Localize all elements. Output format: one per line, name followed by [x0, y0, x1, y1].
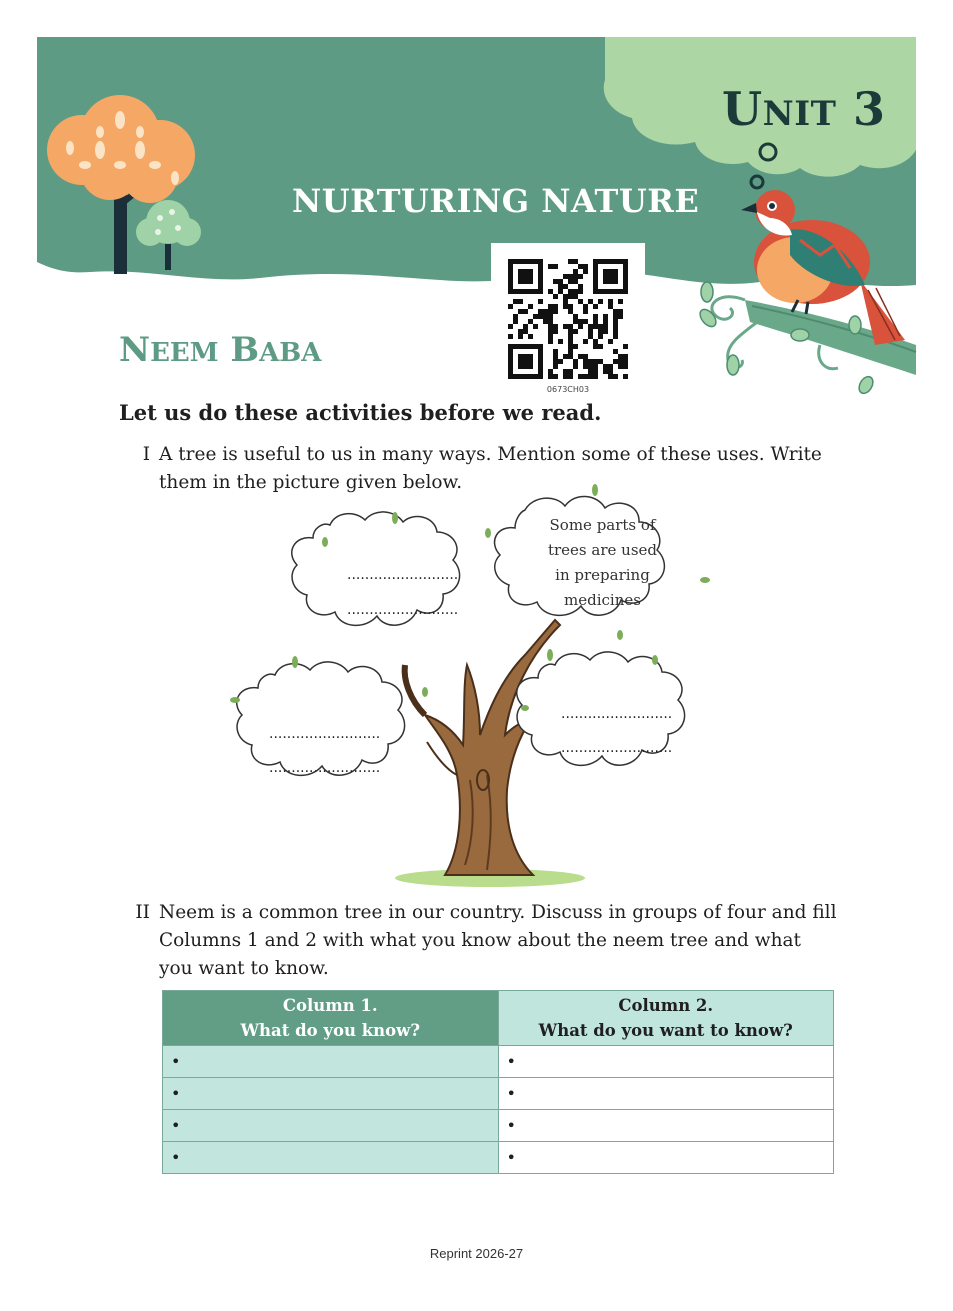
- task-two-number: II: [135, 902, 150, 923]
- table-row: [163, 1078, 834, 1110]
- qr-code-box[interactable]: [491, 243, 645, 397]
- blank-line[interactable]: .........................: [269, 760, 381, 776]
- task-one-text: A tree is useful to us in many ways. Mention some of these uses. Write them in the picture given below.: [159, 444, 822, 493]
- blank-line[interactable]: .........................: [269, 726, 381, 742]
- column-two-header: [498, 991, 834, 1046]
- lesson-title-aba: ABA: [259, 338, 322, 368]
- unit-digit: 3: [852, 82, 886, 136]
- cloud-mid-left: [237, 662, 405, 775]
- table-row: [163, 1046, 834, 1078]
- qr-code-label: 0673CH03: [546, 385, 590, 394]
- lesson-title-eem: EEM: [150, 338, 219, 368]
- know-want-table: [162, 990, 834, 1174]
- table-header-row: [163, 991, 834, 1046]
- blank-line[interactable]: .........................: [561, 706, 673, 722]
- unit-word-initial: U: [722, 82, 763, 136]
- task-two: [120, 899, 840, 987]
- table-row: [163, 1110, 834, 1142]
- column-two-cell[interactable]: •: [498, 1110, 834, 1142]
- column-two-title: Column 2.: [618, 996, 714, 1015]
- reprint-footer: Reprint 2026-27: [429, 1246, 524, 1261]
- qr-code-icon: [491, 243, 645, 383]
- lesson-title: [119, 330, 321, 370]
- column-one-cell[interactable]: •: [163, 1142, 499, 1174]
- column-two-subtitle: What do you want to know?: [538, 1021, 793, 1040]
- task-two-text: Neem is a common tree in our country. Discuss in groups of four and fill Columns 1 and 2 with what you know about the neem tree and what you want to know.: [159, 902, 837, 979]
- lesson-title-n: N: [119, 330, 151, 370]
- unit-word-rest: NIT: [762, 94, 837, 134]
- cloud-example-text: Some parts of trees are used in preparing medicines: [547, 516, 657, 609]
- table-row: [163, 1142, 834, 1174]
- column-one-cell[interactable]: •: [163, 1078, 499, 1110]
- lesson-title-b: B: [230, 330, 260, 370]
- task-one-number: I: [142, 444, 150, 465]
- column-one-title: Column 1.: [282, 996, 378, 1015]
- chapter-title: NURTURING NATURE: [292, 182, 700, 220]
- column-two-cell[interactable]: •: [498, 1046, 834, 1078]
- column-one-header: [163, 991, 499, 1046]
- column-two-cell[interactable]: •: [498, 1078, 834, 1110]
- column-two-cell[interactable]: •: [498, 1142, 834, 1174]
- blank-line[interactable]: .........................: [561, 740, 673, 756]
- blank-line[interactable]: .........................: [347, 567, 459, 583]
- blank-line[interactable]: .........................: [347, 602, 459, 618]
- column-one-cell[interactable]: •: [163, 1110, 499, 1142]
- column-one-subtitle: What do you know?: [240, 1021, 420, 1040]
- column-one-cell[interactable]: •: [163, 1046, 499, 1078]
- activity-heading: Let us do these activities before we read.: [119, 400, 602, 425]
- unit-number: [722, 82, 885, 136]
